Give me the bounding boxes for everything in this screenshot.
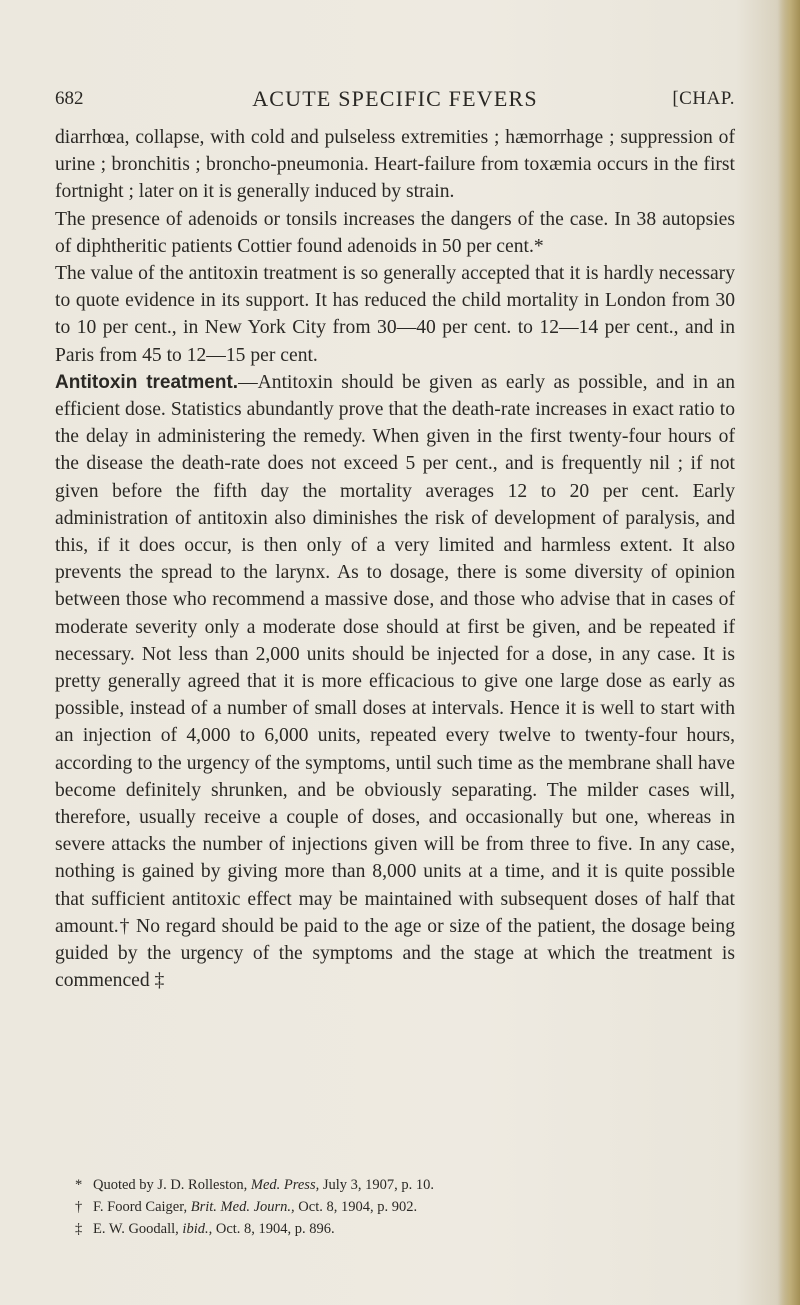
footnote-citation: July 3, 1907, p. 10. [319, 1177, 435, 1193]
footnote [75, 1174, 735, 1196]
footnote-journal: Brit. Med. Journ., [190, 1199, 295, 1215]
footnote [75, 1196, 735, 1218]
paragraph-adenoids: The presence of adenoids or tonsils increases the dangers of the case. In 38 autopsies of diphtheritic patients Cottier found adenoids in 50 per cent.* [55, 208, 735, 257]
footnote-journal: Med. Press, [250, 1177, 320, 1193]
paragraph-antitoxin-value: The value of the antitoxin treatment is so generally accepted that it is hardly necessary to quote evidence in its support. It has reduced the child mortality in London from 30 to 10 per cent., in New York City from 30—40 per cent. to 12—14 per cent., and in Paris from 45 to 12—15 per cent. [55, 263, 735, 366]
antitoxin-body: —Antitoxin should be given as early as possible, and in an efficient dose. Statistics abundantly prove that the death-rate increases in exact ratio to the delay in administering the remedy. When given in the first twenty-four hours of the disease the death-rate does not exceed 5 per cent., and is frequently nil ; if not given before the fifth day the mortality averages 12 to 20 per cent. Early administration of antitoxin also diminishes the risk of development of paralysis, and this, if it does occur, is then only of a very limited and harmless extent. It also prevents the spread to the larynx. As to dosage, there is some diversity of opinion between those who recommend a massive dose, and those who advise that in cases of moderate severity only a moderate dose should at first be given, and be repeated if necessary. Not less than 2,000 units should be injected for a dose, in any case. It is pretty generally agreed that it is more efficacious to give one large dose as early as possible, instead of a number of small doses at intervals. Hence it is well to start with an injection of 4,000 to 6,000 units, repeated every twelve to twenty-four hours, according to the urgency of the symptoms, until such time as the membrane shall have become definitely shrunken, and be obviously separating. The milder cases will, therefore, usually receive a couple of doses, and occasionally but one, whereas in severe attacks the number of injections given will be from three to five. In any case, nothing is gained by giving more than 8,000 units at a time, and it is quite possible that sufficient antitoxic effect may be maintained with subsequent doses of half that amount.† No regard should be paid to the age or size of the patient, the dosage being guided by the urgency of the symptoms and the stage at which the treatment is commenced ‡ [55, 371, 735, 992]
paragraph-complications: diarrhœa, collapse, with cold and pulseless extremities ; hæmorrhage ; suppression of urine ; bronchitis ; broncho-pneumonia. Heart-failure from toxæmia occurs in the first fortnight ; later on it is generally induced by strain. [55, 127, 735, 203]
footnote [75, 1218, 735, 1240]
footnote-mark: * [75, 1177, 83, 1193]
footnote-mark: † [75, 1199, 83, 1215]
chapter-marker: [CHAP. [672, 88, 735, 109]
running-title: ACUTE SPECIFIC FEVERS [252, 86, 538, 111]
footnote-text: E. W. Goodall, [93, 1221, 183, 1237]
page-number: 682 [55, 88, 84, 109]
footnote-text: F. Foord Caiger, [93, 1199, 191, 1215]
paragraph-antitoxin-treatment [55, 369, 735, 995]
section-heading: Antitoxin treatment. [55, 371, 239, 393]
running-header [55, 86, 735, 116]
footnote-citation: Oct. 8, 1904, p. 902. [294, 1199, 418, 1215]
body-text [55, 124, 735, 995]
page-edge-shadow [778, 0, 800, 1305]
footnotes [75, 1174, 735, 1240]
footnote-journal: ibid., [182, 1221, 213, 1237]
footnote-mark: ‡ [75, 1221, 83, 1237]
footnote-text: Quoted by J. D. Rolleston, [93, 1177, 251, 1193]
footnote-citation: Oct. 8, 1904, p. 896. [212, 1221, 335, 1237]
